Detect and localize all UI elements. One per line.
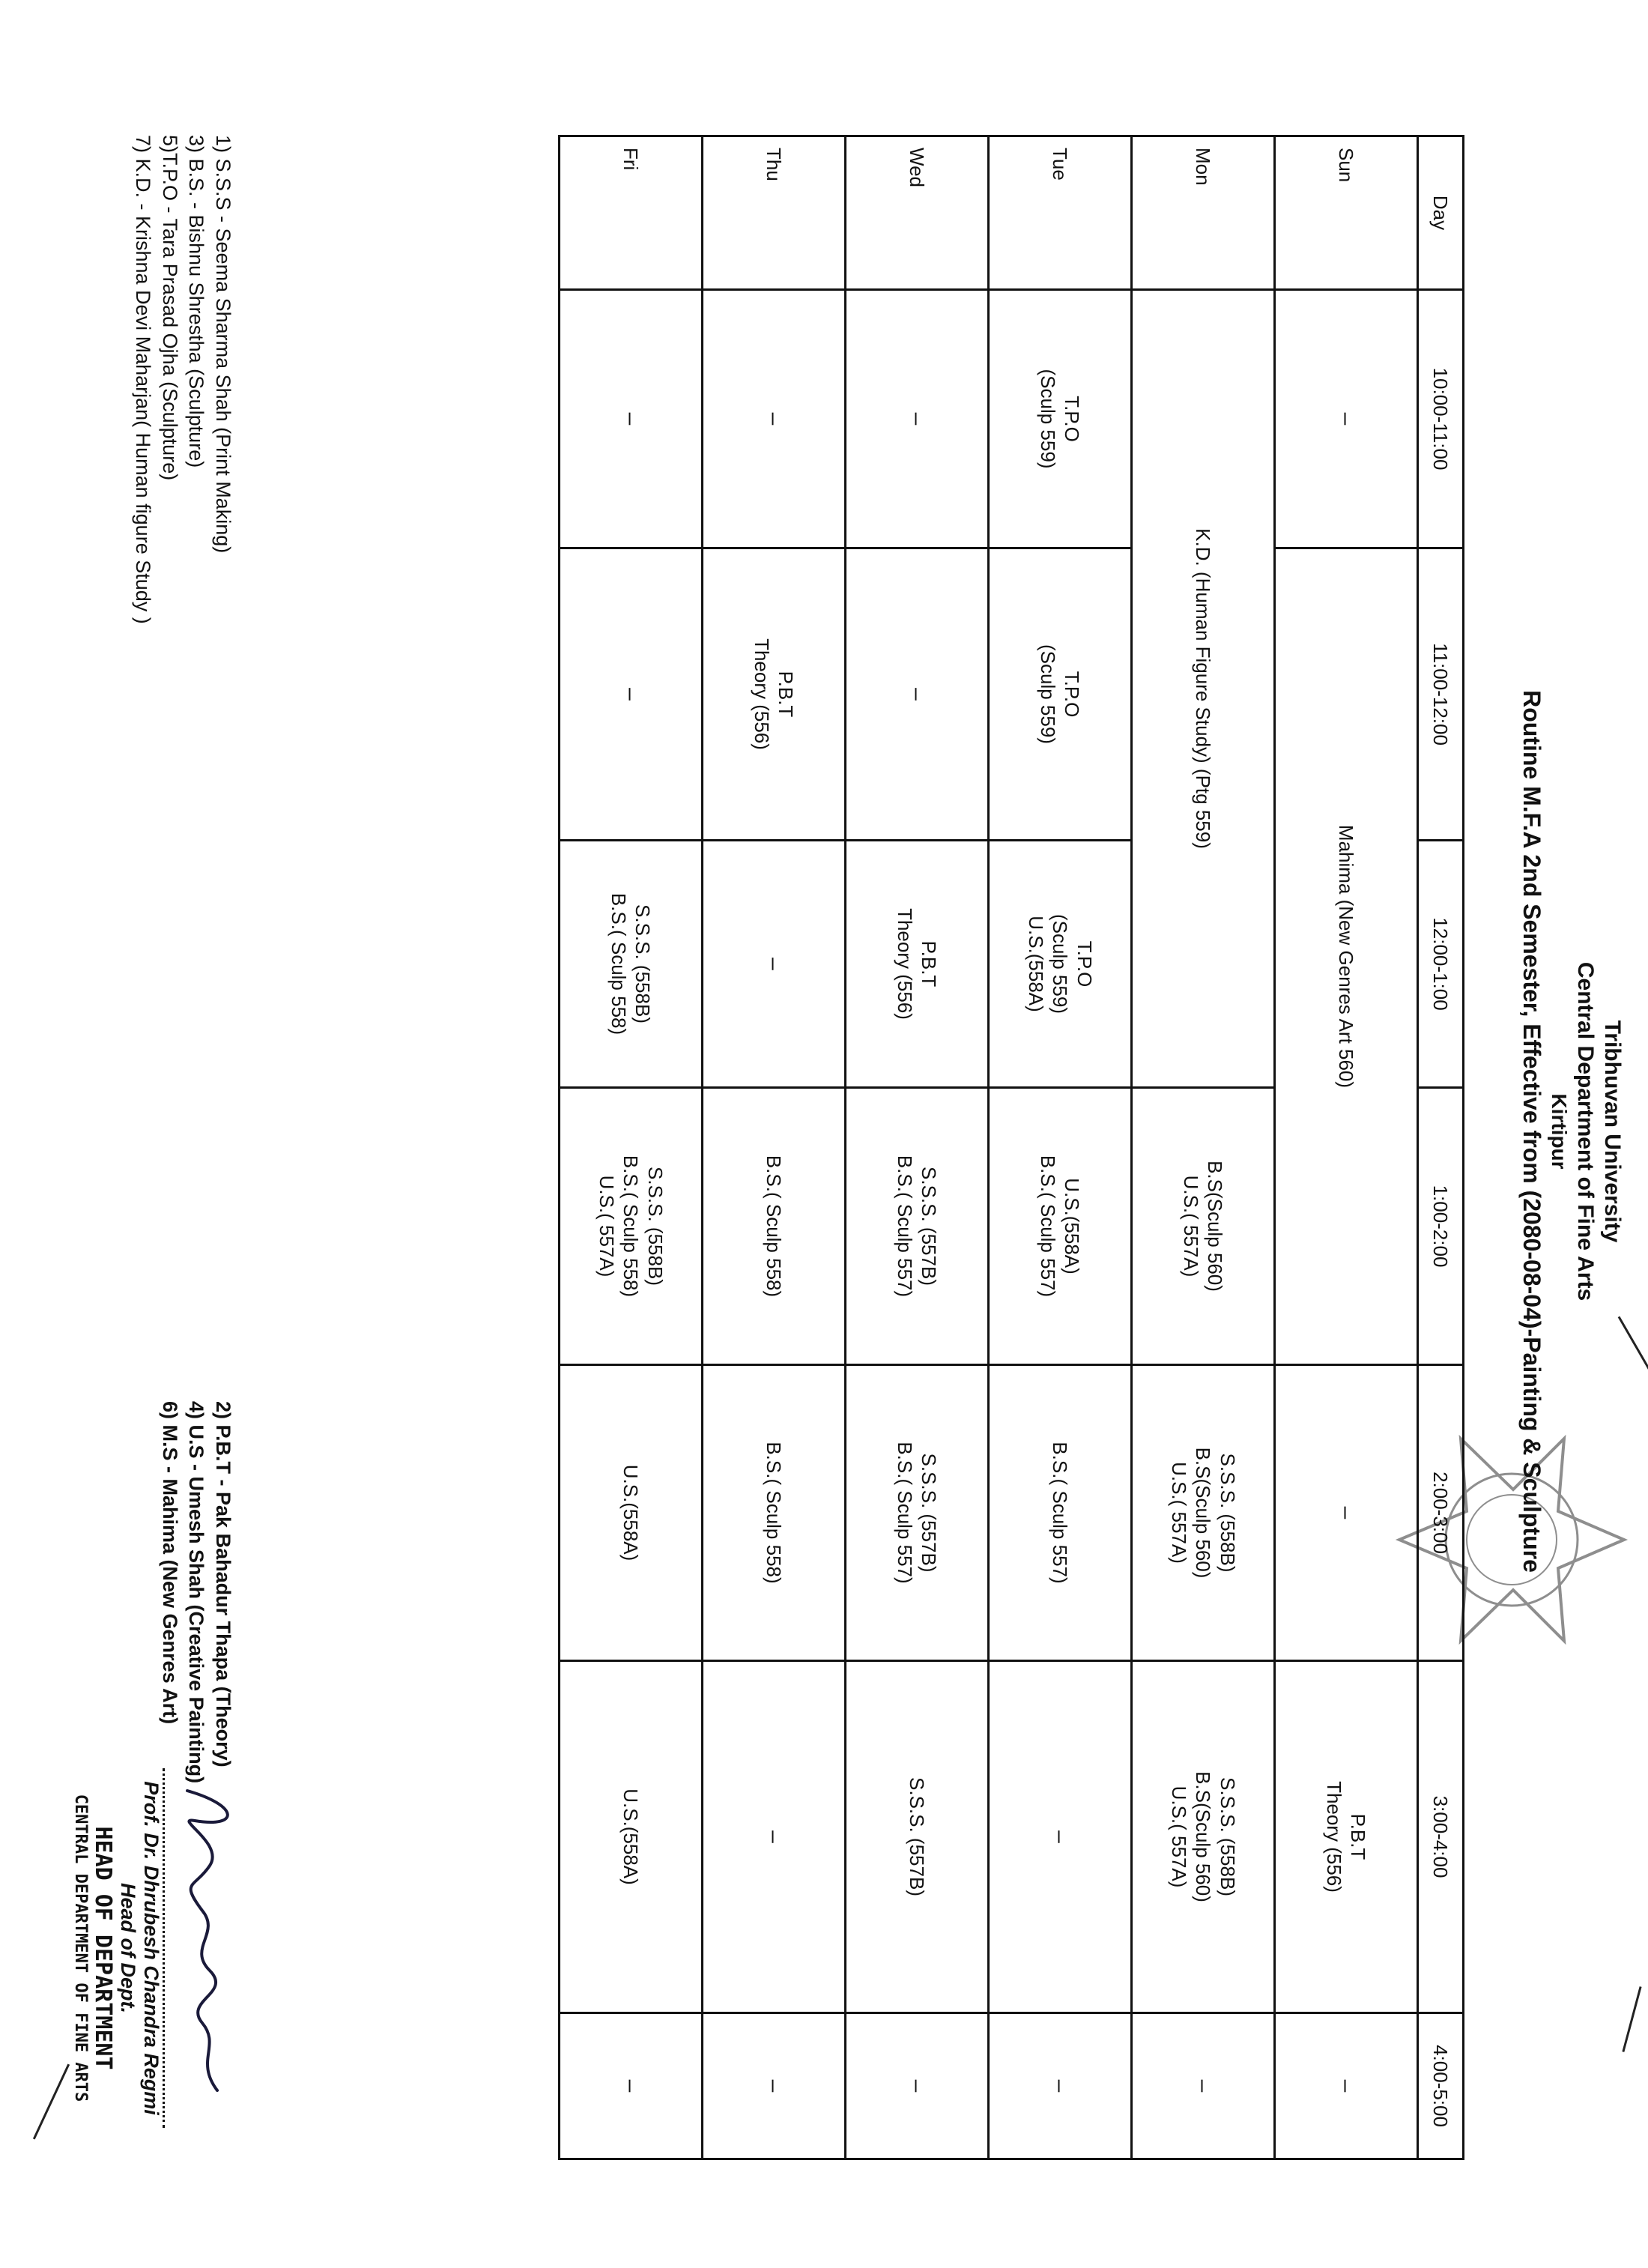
- schedule-cell: P.B.T Theory (556): [846, 841, 989, 1088]
- schedule-cell: –: [560, 290, 703, 548]
- schedule-cell: B.S.( Sculp 558): [703, 1365, 846, 1661]
- routine-title: Routine M.F.A 2nd Semester, Effective from (2080-08-04)-Painting & Sculpture: [1518, 690, 1546, 1573]
- schedule-cell: S.S.S. (557B) B.S.( Sculp 557): [846, 1088, 989, 1365]
- schedule-cell: –: [846, 290, 989, 548]
- legend-item: 7) K.D. - Krishna Devi Maharjan( Human figure Study ): [132, 135, 155, 624]
- schedule-cell: –: [703, 290, 846, 548]
- schedule-cell: S.S.S. (558B) B.S(Sculp 560) U.S.( 557A): [1132, 1365, 1275, 1661]
- routine-table: [558, 135, 1464, 2160]
- column-header: 11:00-12:00: [1418, 548, 1464, 841]
- day-cell: Mon: [1132, 136, 1275, 290]
- schedule-cell: B.S.( Sculp 558): [703, 1088, 846, 1365]
- document-header: [1518, 22, 1626, 2240]
- legend-item: 3) B.S. - Bishnu Shrestha (Sculpture): [185, 135, 208, 468]
- column-header: Day: [1418, 136, 1464, 290]
- column-header: 2:00-3:00: [1418, 1365, 1464, 1661]
- column-header: 3:00-4:00: [1418, 1661, 1464, 2013]
- schedule-cell: –: [560, 2013, 703, 2159]
- table-row: [989, 136, 1132, 2159]
- university-name: Tribhuvan University: [1600, 1020, 1625, 1243]
- schedule-cell: –: [703, 2013, 846, 2159]
- signature-block: [71, 1738, 255, 2158]
- legend-item: 1) S.S.S - Seema Sharma Shah (Print Making): [212, 135, 234, 554]
- schedule-cell: –: [1275, 290, 1418, 548]
- day-cell: Sun: [1275, 136, 1418, 290]
- day-cell: Wed: [846, 136, 989, 290]
- day-cell: Tue: [989, 136, 1132, 290]
- schedule-cell: U.S.(558A) B.S.( Sculp 557): [989, 1088, 1132, 1365]
- schedule-cell: U.S.(558A): [560, 1365, 703, 1661]
- schedule-cell: –: [703, 841, 846, 1088]
- schedule-cell: P.B.T Theory (556): [703, 548, 846, 841]
- signature-line: [163, 1768, 165, 2128]
- legend-left: [130, 135, 237, 624]
- table-header-row: [1418, 136, 1464, 2159]
- schedule-cell: –: [1132, 2013, 1275, 2159]
- legend-item: 5)T.P.O - Tara Prasad Ojha (Sculpture): [158, 135, 181, 481]
- schedule-cell: S.S.S. (558B) B.S.( Sculp 558) U.S.( 557A): [560, 1088, 703, 1365]
- signatory-role: Head of Dept.: [117, 1882, 139, 2013]
- table-row: [846, 136, 989, 2159]
- stamp-title: HEAD OF DEPARTMENT: [90, 1826, 116, 2070]
- table-row: [1132, 136, 1275, 2159]
- schedule-cell: –: [846, 2013, 989, 2159]
- legend-item: 2) P.B.T - Pak Bahadur Thapa (Theory): [212, 1401, 234, 1767]
- schedule-cell: Mahima (New Genres Art 560): [1275, 548, 1418, 1365]
- schedule-cell: –: [703, 1661, 846, 2013]
- legend-item: 6) M.S - Mahima (New Genres Art): [158, 1401, 181, 1725]
- legend-right: [156, 1401, 236, 1783]
- handwritten-signature: [165, 1776, 255, 2120]
- signatory-name: Prof. Dr. Dhrubesh Chandra Regmi: [140, 1781, 163, 2115]
- day-cell: Thu: [703, 136, 846, 290]
- location: Kirtipur: [1548, 1093, 1571, 1170]
- schedule-cell: –: [846, 548, 989, 841]
- schedule-cell: –: [989, 2013, 1132, 2159]
- schedule-cell: P.B.T Theory (556): [1275, 1661, 1418, 2013]
- scan-artifact-line: [33, 2064, 70, 2140]
- schedule-cell: –: [1275, 2013, 1418, 2159]
- stamp-department: CENTRAL DEPARTMENT OF FINE ARTS: [71, 1794, 90, 2102]
- column-header: 4:00-5:00: [1418, 2013, 1464, 2159]
- day-cell: Fri: [560, 136, 703, 290]
- schedule-cell: U.S.(558A): [560, 1661, 703, 2013]
- table-row: [1275, 136, 1418, 2159]
- schedule-cell: T.P.O (Sculp 559): [989, 548, 1132, 841]
- table-row: [703, 136, 846, 2159]
- column-header: 1:00-2:00: [1418, 1088, 1464, 1365]
- schedule-cell: K.D. (Human Figure Study) (Ptg 559): [1132, 290, 1275, 1088]
- schedule-cell: –: [560, 548, 703, 841]
- schedule-cell: S.S.S. (558B) B.S.( Sculp 558): [560, 841, 703, 1088]
- schedule-cell: S.S.S. (558B) B.S(Sculp 560) U.S.( 557A): [1132, 1661, 1275, 2013]
- legend-item: 4) U.S - Umesh Shah (Creative Painting): [185, 1401, 208, 1784]
- table-row: [560, 136, 703, 2159]
- column-header: 12:00-1:00: [1418, 841, 1464, 1088]
- schedule-cell: T.P.O (Sculp 559) U.S.(558A): [989, 841, 1132, 1088]
- schedule-cell: –: [989, 1661, 1132, 2013]
- schedule-cell: T.P.O (Sculp 559): [989, 290, 1132, 548]
- schedule-cell: S.S.S. (557B) B.S.( Sculp 557): [846, 1365, 989, 1661]
- schedule-cell: B.S(Sculp 560) U.S.( 557A): [1132, 1088, 1275, 1365]
- department-name: Central Department of Fine Arts: [1573, 961, 1598, 1301]
- schedule-cell: –: [1275, 1365, 1418, 1661]
- column-header: 10:00-11:00: [1418, 290, 1464, 548]
- routine-sheet: [15, 22, 1626, 2240]
- schedule-cell: S.S.S. (557B): [846, 1661, 989, 2013]
- schedule-cell: B.S.( Sculp 557): [989, 1365, 1132, 1661]
